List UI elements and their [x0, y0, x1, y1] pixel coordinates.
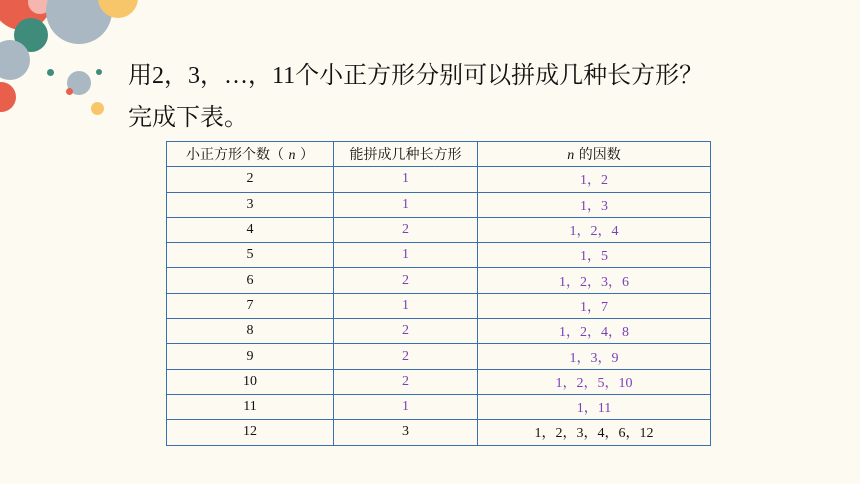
- cell-factors: 1，2: [478, 167, 711, 192]
- decor-circle: [66, 88, 73, 95]
- cell-rectangle-count: 2: [334, 319, 478, 344]
- decor-circle: [47, 69, 54, 76]
- header-rectangle-count: 能拼成几种长方形: [334, 142, 478, 167]
- cell-factors: 1，2，4，8: [478, 319, 711, 344]
- table-row: [167, 344, 711, 369]
- cell-square-count: 5: [167, 243, 334, 268]
- instruction-text: 完成下表。: [128, 103, 248, 131]
- decor-circle: [91, 102, 104, 115]
- table-row: [167, 167, 711, 192]
- header-square-count: 小正方形个数（ n ）: [167, 142, 334, 167]
- table-header-row: [167, 142, 711, 167]
- decor-circle: [96, 69, 102, 75]
- cell-factors: 1，2，3，6: [478, 268, 711, 293]
- question-prefix: 用: [128, 61, 152, 89]
- table-row: [167, 394, 711, 419]
- cell-rectangle-count: 2: [334, 217, 478, 242]
- cell-factors: 1，5: [478, 243, 711, 268]
- cell-square-count: 3: [167, 192, 334, 217]
- cell-factors: 1，2，3，4，6，12: [478, 420, 711, 445]
- cell-rectangle-count: 1: [334, 167, 478, 192]
- cell-factors: 1，3: [478, 192, 711, 217]
- cell-square-count: 11: [167, 394, 334, 419]
- cell-square-count: 6: [167, 268, 334, 293]
- cell-rectangle-count: 2: [334, 369, 478, 394]
- header-factors: n 的因数: [478, 142, 711, 167]
- cell-factors: 1，2，5，10: [478, 369, 711, 394]
- decor-circle: [0, 82, 16, 112]
- cell-factors: 1，11: [478, 394, 711, 419]
- table-row: [167, 192, 711, 217]
- table-row: [167, 369, 711, 394]
- cell-rectangle-count: 1: [334, 243, 478, 268]
- question-suffix: 个小正方形分别可以拼成几种长方形？: [295, 61, 704, 89]
- cell-rectangle-count: 1: [334, 394, 478, 419]
- question-range: 2，3，…，11: [152, 63, 296, 89]
- table-body: [167, 167, 711, 445]
- cell-square-count: 2: [167, 167, 334, 192]
- cell-factors: 1，2，4: [478, 217, 711, 242]
- cell-rectangle-count: 2: [334, 344, 478, 369]
- cell-factors: 1，3，9: [478, 344, 711, 369]
- cell-rectangle-count: 2: [334, 268, 478, 293]
- cell-square-count: 8: [167, 319, 334, 344]
- question-text: [128, 56, 703, 95]
- cell-square-count: 12: [167, 420, 334, 445]
- cell-rectangle-count: 3: [334, 420, 478, 445]
- table-row: [167, 268, 711, 293]
- table-row: [167, 293, 711, 318]
- cell-square-count: 4: [167, 217, 334, 242]
- table-row: [167, 319, 711, 344]
- table-row: [167, 217, 711, 242]
- table-row: [167, 420, 711, 445]
- factor-table: [166, 141, 711, 446]
- cell-factors: 1，7: [478, 293, 711, 318]
- cell-rectangle-count: 1: [334, 192, 478, 217]
- cell-square-count: 7: [167, 293, 334, 318]
- cell-square-count: 9: [167, 344, 334, 369]
- table-row: [167, 243, 711, 268]
- cell-rectangle-count: 1: [334, 293, 478, 318]
- cell-square-count: 10: [167, 369, 334, 394]
